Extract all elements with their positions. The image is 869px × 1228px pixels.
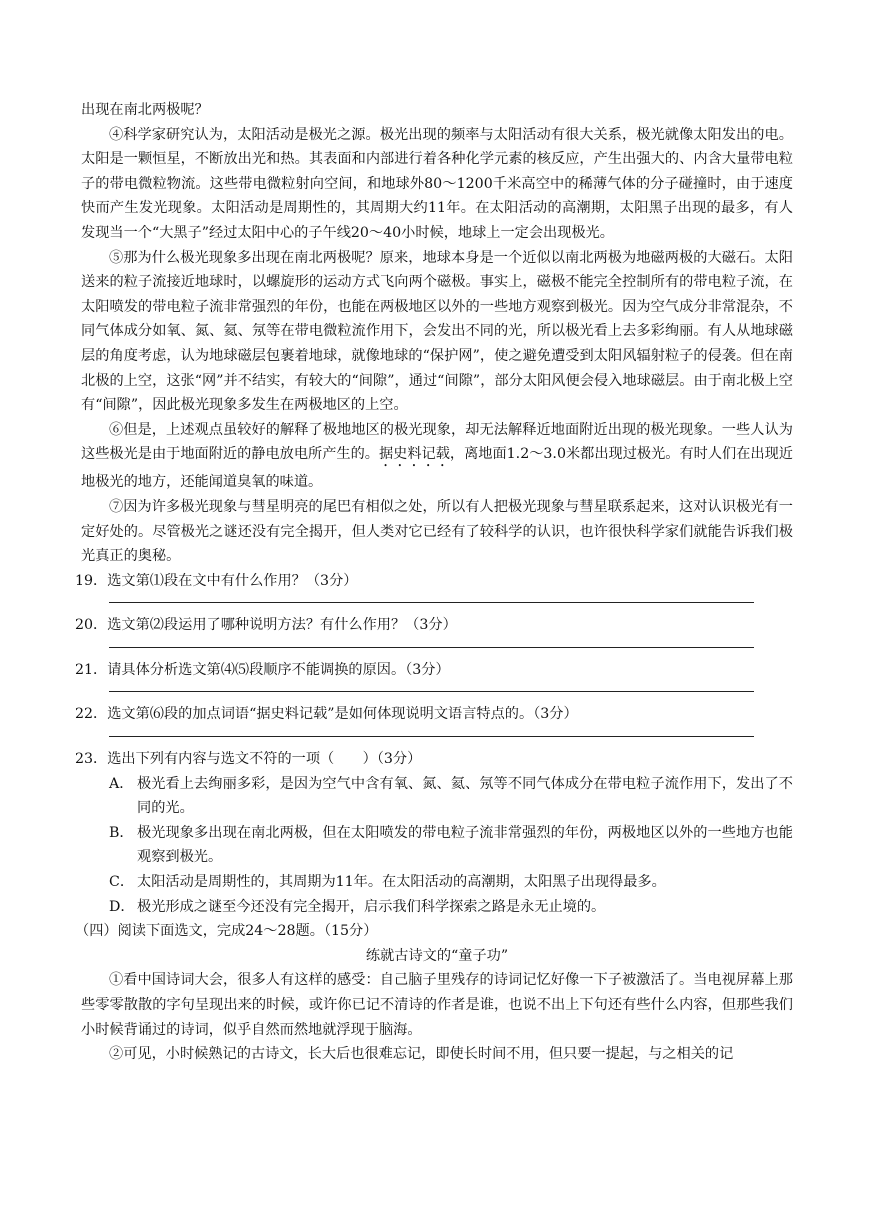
option-letter: C． xyxy=(109,874,135,891)
document-page xyxy=(75,98,793,1067)
option-text: 极光形成之谜至今还没有完全揭开，启示我们科学探索之路是永无止境的。 xyxy=(137,898,606,915)
option-c[interactable] xyxy=(81,870,793,895)
paragraph-7: ⑦因为许多极光现象与彗星明亮的尾巴有相似之处，所以有人把极光现象与彗星联系起来，这对认识极光有一定好处的。尽管极光之谜还没有完全揭开，但人类对它已经有了较科学的认识，也许很快科学家们就能告诉我们极光真正的奥秘。 xyxy=(81,498,793,565)
answer-line-21[interactable] xyxy=(109,691,754,692)
option-d[interactable] xyxy=(81,895,793,920)
question-22: 22．选文第⑹段的加点词语“据史料记载”是如何体现说明文语言特点的。（3分） xyxy=(75,706,578,723)
section-4-intro: （四）阅读下面选文，完成24～28题。（15分） xyxy=(75,923,378,940)
paragraph-6-part-b: ，离地面1.2～3.0米都出现过极光。有时人们在出现近地极光的地方，还能闻道臭氧的味道。 xyxy=(81,446,793,491)
question-23: 23．选出下列有内容与选文不符的一项（ ）（3分） xyxy=(75,751,422,768)
option-letter: A． xyxy=(109,775,134,792)
paragraph-4: ④科学家研究认为，太阳活动是极光之源。极光出现的频率与太阳活动有很大关系，极光就像太阳发出的电。太阳是一颗恒星，不断放出光和热。其表面和内部进行着各种化学元素的核反应，产生出强大的、内含大量带电粒子的带电微粒物流。这些带电微粒射向空间，和地球外80～1200千米高空中的稀薄气体的分子碰撞时，由于速度快而产生发光现象。太阳活动是周期性的，其周期大约11年。在太阳活动的高潮期，太阳黑子出现的最多，有人发现当一个“大黑子”经过太阳中心的子午线20～40小时候，地球上一定会出现极光。 xyxy=(81,126,793,241)
paragraph-3-tail: 出现在南北两极呢？ xyxy=(81,102,209,118)
paragraph-6 xyxy=(81,418,793,495)
answer-line-19[interactable] xyxy=(109,602,754,603)
option-text: 极光现象多出现在南北两极，但在太阳喷发的带电粒子流非常强烈的年份，两极地区以外的一些地方也能观察到极光。 xyxy=(137,824,793,866)
option-letter: B． xyxy=(109,824,134,841)
option-text: 极光看上去绚丽多彩，是因为空气中含有氧、氮、氦、氖等不同气体成分在带电粒子流作用下，发出了不同的光。 xyxy=(137,775,793,817)
article-paragraph-2: ②可见，小时候熟记的古诗文，长大后也很难忘记，即使长时间不用，但只要一提起，与之相关的记 xyxy=(109,1046,734,1063)
dotted-phrase: 据史料记载 xyxy=(378,446,450,463)
answer-line-20[interactable] xyxy=(109,647,754,648)
article-paragraph-1: ①看中国诗词大会，很多人有这样的感受：自己脑子里残存的诗词记忆好像一下子被激活了。当电视屏幕上那些零零散散的字句呈现出来的时候，或许你已记不清诗的作者是谁，也说不出上下句还有些什么内容，但那些我们小时候背诵过的诗词，似乎自然而然地就浮现于脑海。 xyxy=(81,972,793,1038)
paragraph-5: ⑤那为什么极光现象多出现在南北两极呢？原来，地球本身是一个近似以南北两极为地磁两极的大磁石。太阳送来的粒子流接近地球时，以螺旋形的运动方式飞向两个磁极。事实上，磁极不能完全控制所有的带电粒子流，在太阳喷发的带电粒子流非常强烈的年份，也能在两极地区以外的一些地方观察到极光。因为空气成分非常混杂，不同气体成分如氧、氮、氦、氖等在带电微粒流作用下，会发出不同的光，所以极光看上去多彩绚丽。有人从地球磁层的角度考虑，认为地球磁层包裹着地球，就像地球的“保护网”，使之避免遭受到太阳风辐射粒子的侵袭。但在南北极的上空，这张“网”并不结实，有较大的“间隙”，通过“间隙”，部分太阳风便会侵入地球磁层。由于南北极上空有“间隙”，因此极光现象多发生在两极地区的上空。 xyxy=(81,249,793,414)
option-a[interactable] xyxy=(81,772,793,821)
option-b[interactable] xyxy=(81,821,793,870)
answer-line-22[interactable] xyxy=(109,736,754,737)
question-20: 20．选文第⑵段运用了哪种说明方法？有什么作用？（3分） xyxy=(75,617,457,634)
option-text: 太阳活动是周期性的，其周期为11年。在太阳活动的高潮期，太阳黑子出现得最多。 xyxy=(137,874,666,891)
article-title: 练就古诗文的“童子功” xyxy=(365,947,509,964)
option-letter: D． xyxy=(109,898,135,915)
paragraph-6-part-a: ⑥但是，上述观点虽较好的解释了极地地区的极光现象，却无法解释近地面附近出现的极光现象。一些人认为这些极光是由于地面附近的静电放电所产生的。 xyxy=(81,421,793,463)
question-21: 21．请具体分析选文第⑷⑸段顺序不能调换的原因。（3分） xyxy=(75,661,450,678)
question-19: 19．选文第⑴段在文中有什么作用？（3分） xyxy=(75,572,358,589)
